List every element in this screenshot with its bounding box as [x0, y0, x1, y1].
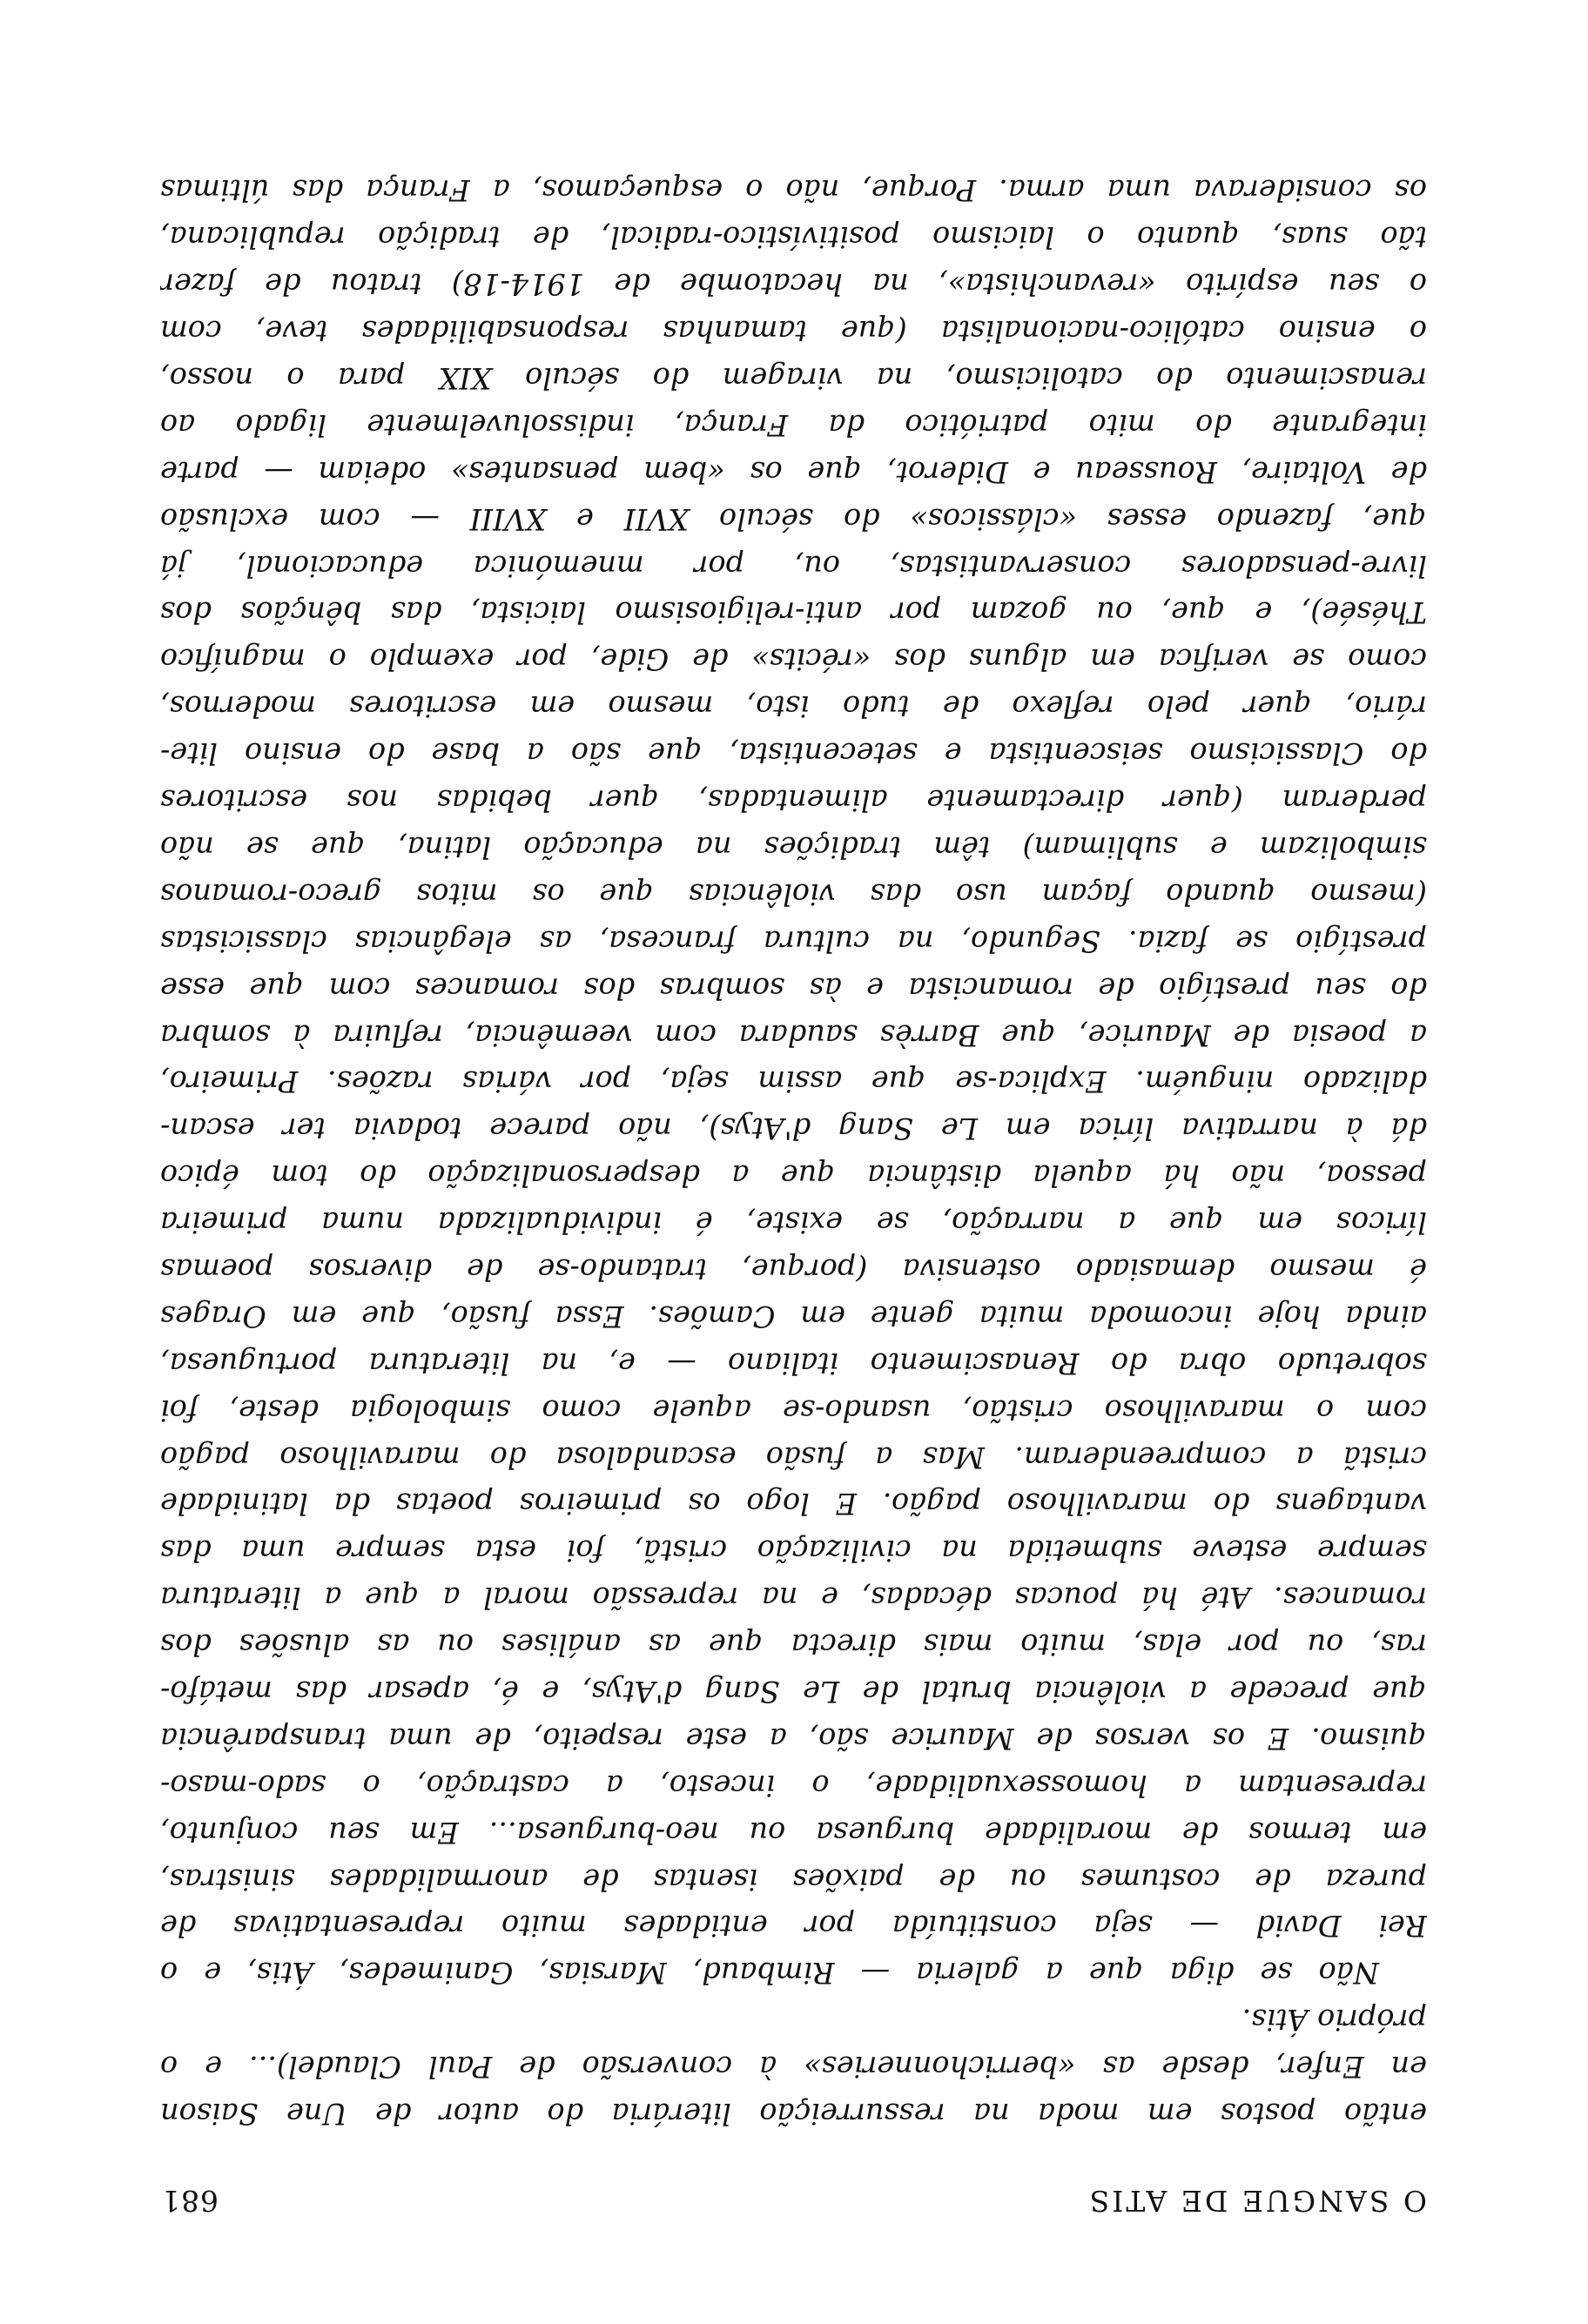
text-line: ras, ou por elas, muito mais directa que as análises ou as alusões dos [160, 1628, 1427, 1662]
page-number: 681 [161, 2184, 219, 2218]
text-line: representam a homossexualidade, o incesto, a castração, o sado-maso- [160, 1768, 1427, 1803]
text-line: tão suas, quanto o laicismo positivístico-radical, de tradição republicana, [160, 220, 1427, 255]
text-line: dá à narrativa lírica em Le Sang d'Atys), não parece todavia ter escan- [160, 1112, 1427, 1146]
text-line: de Voltaire, Rousseau e Diderot, que os «bem pensantes» odeiam — parte [160, 454, 1427, 489]
text-line: quismo. E os versos de Maurice são, a este respeito, de uma transparência [160, 1721, 1427, 1756]
text-line: do seu prestígio de romancista e às sombras dos romances com que esse [160, 971, 1427, 1005]
text-line: romances. Até há poucas décadas, e na repressão moral a que a literatura [160, 1581, 1427, 1615]
text-line: como se verifica em alguns dos «récits» de Gide, por exemplo o magnífico [160, 642, 1427, 677]
text-line: renascimento do catolicismo, na viragem do século XIX para o nosso, [160, 361, 1427, 396]
text-line: dalizado ninguém. Explica-se que assim seja, por várias razões. Primeiro, [160, 1065, 1427, 1099]
text-line: Não se diga que a galeria — Rimbaud, Marsias, Ganimedes, Átis, e o [160, 1956, 1379, 1991]
text-line: prestígio se fazia. Segundo, na cultura francesa, as elegâncias classicistas [160, 924, 1427, 958]
text-line: Rei David — seja constituída por entidades muito representativas de [160, 1909, 1427, 1944]
text-line: ainda hoje incomoda muita gente em Camões. Essa fusão, que em Orages [160, 1299, 1427, 1333]
text-line: rário, quer pelo reflexo de tudo isto, mesmo em escritores modernos, [160, 689, 1427, 724]
text-line: vantagens do maravilhoso pagão. E logo os primeiros poetas da latinidade [160, 1487, 1427, 1521]
text-line: livre-pensadores conservantistas, ou, por mnemónica educacional, já [160, 548, 1427, 583]
text-line: que, fazendo esses «clássicos» do século XVII e XVIII — com exclusão [160, 501, 1427, 536]
text-line: perderam (quer directamente alimentadas, quer bebidas nos escritores [160, 783, 1427, 818]
body-text [160, 167, 1427, 2137]
text-line: a poesia de Maurice, que Barrès saudara com veemência, refluira à sombra [160, 1018, 1427, 1052]
text-line: integrante do mito patriótico da França, indissoluvelmente ligado ao [160, 407, 1427, 442]
text-line: simbolizam e sublimam) têm tradições na educação latina, que se não [160, 830, 1427, 864]
text-line: com o maravilhoso cristão, usando-se aquele como simbologia deste, foi [160, 1393, 1427, 1427]
page-header [161, 2174, 1427, 2218]
text-line: o seu espírito «revanchista», na hecatombe de 1914-18) tratou de fazer [160, 267, 1427, 302]
text-line: pessoa, não há aquela distância que a despersonalização do tom épico [160, 1159, 1427, 1193]
text-line: do Classicismo seiscentista e setecentista, que são a base do ensino lite- [160, 736, 1427, 771]
running-title: O SANGUE DE ATIS [1087, 2184, 1427, 2218]
text-line: líricos em que a narração, se existe, é individualizada numa primeira [160, 1206, 1427, 1240]
text-line: o ensino católico-nacionalista (que tamanhas responsabilidades teve, com [160, 314, 1427, 349]
text-line: então postos em moda na ressurreição literária do autor de Une Saison [160, 2097, 1427, 2131]
text-line: sempre esteve submetida na civilização cristã, foi esta sempre uma das [160, 1534, 1427, 1568]
text-line: os considerava uma arma. Porque, não o esqueçamos, a França das últimas [160, 173, 1427, 208]
text-line: próprio Átis. [1241, 2003, 1427, 2038]
text-line: que precede a violência brutal de Le Sang d'Atys, e é, apesar das metáfo- [160, 1674, 1427, 1709]
text-line: pureza de costumes ou de paixões isentas de anormalidades sinistras, [160, 1862, 1427, 1897]
text-line: em termos de moralidade burguesa ou neo-burguesa... Em seu conjunto, [160, 1815, 1427, 1850]
text-line: é mesmo demasiado ostensiva (porque, tratando-se de diversos poemas [160, 1252, 1427, 1286]
text-line: en Enfer, desde as «berrichonneries» à conversão de Paul Claudel)... e o [160, 2050, 1427, 2085]
text-line: sobretudo obra do Renascimento italiano — e, na literatura portuguesa, [160, 1346, 1427, 1380]
text-line: cristã a compreenderam. Mas a fusão escandalosa do maravilhoso pagão [160, 1440, 1427, 1474]
text-line: Thésée), e que, ou gozam por anti-religiosismo laicista, das bênçãos dos [160, 595, 1427, 630]
text-line: (mesmo quando façam uso das violências que os mitos greco-romanos [160, 877, 1427, 911]
